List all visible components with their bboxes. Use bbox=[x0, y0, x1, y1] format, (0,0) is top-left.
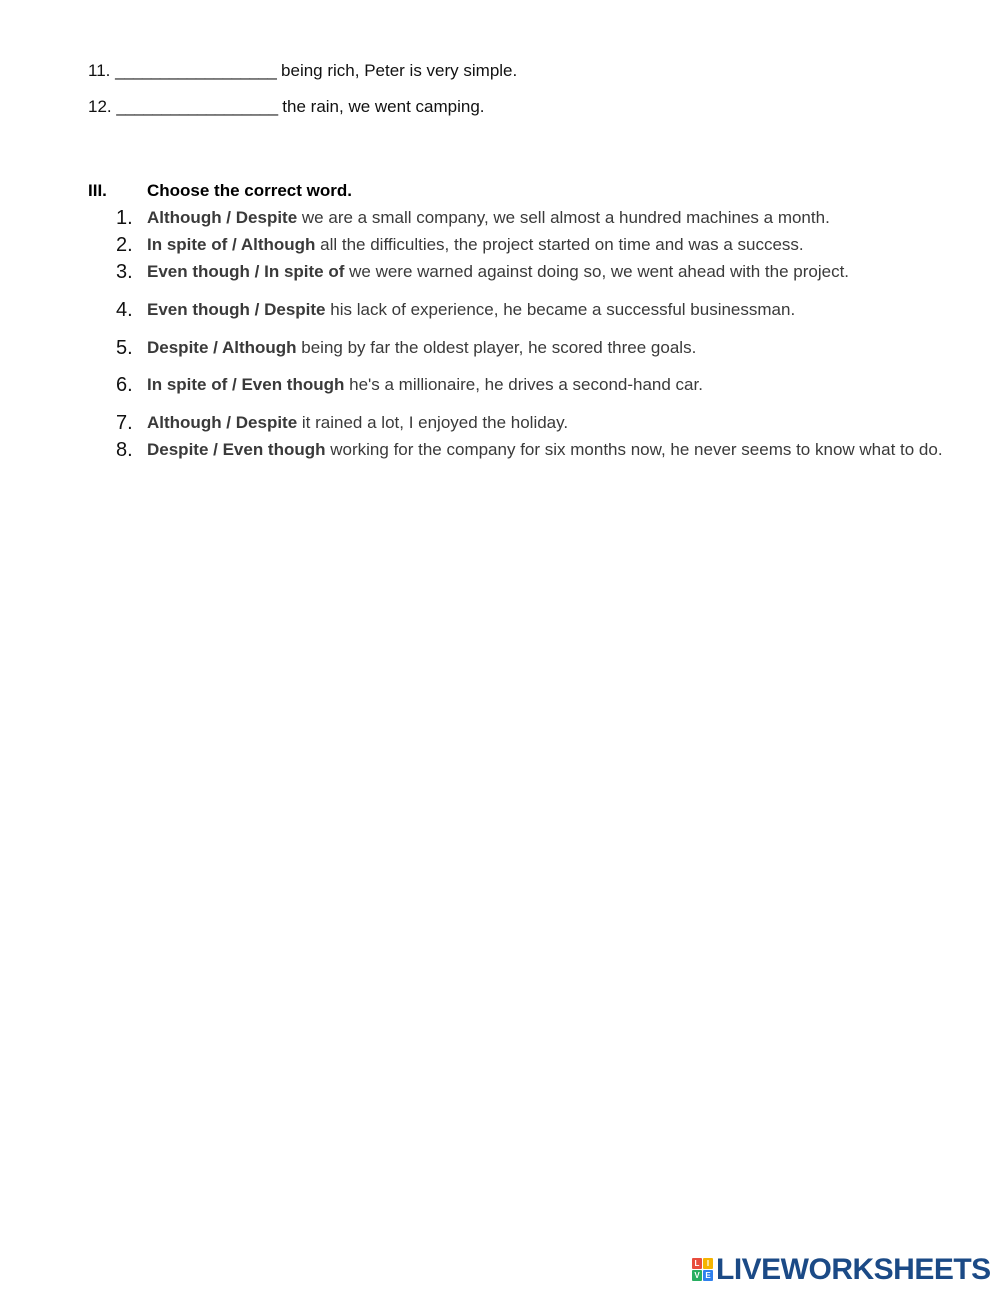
fill-in-item-11 bbox=[88, 61, 517, 81]
logo-text: LIVEWORKSHEETS bbox=[716, 1253, 991, 1286]
question-5 bbox=[116, 336, 946, 360]
question-number: 5. bbox=[116, 337, 133, 359]
word-choice[interactable]: In spite of / Although bbox=[147, 235, 316, 254]
answer-blank[interactable]: __________________ bbox=[115, 61, 277, 80]
question-text: all the difficulties, the project started on time and was a success. bbox=[320, 235, 804, 254]
question-6 bbox=[116, 373, 946, 397]
word-choice[interactable]: Although / Despite bbox=[147, 413, 298, 432]
question-text: we are a small company, we sell almost a hundred machines a month. bbox=[301, 208, 830, 227]
question-number: 8. bbox=[116, 439, 133, 461]
question-text: we were warned against doing so, we went ahead with the project. bbox=[349, 262, 850, 281]
item-number: 11. bbox=[88, 61, 111, 80]
question-number: 1. bbox=[116, 207, 133, 229]
question-number: 3. bbox=[116, 261, 133, 283]
logo-letter-e: E bbox=[703, 1270, 713, 1281]
liveworksheets-logo bbox=[692, 1254, 991, 1286]
word-choice[interactable]: Even though / In spite of bbox=[147, 262, 345, 281]
answer-blank[interactable]: __________________ bbox=[116, 97, 278, 116]
item-text: being rich, Peter is very simple. bbox=[281, 61, 518, 80]
logo-letter-i: I bbox=[703, 1258, 713, 1269]
word-choice[interactable]: Even though / Despite bbox=[147, 300, 326, 319]
question-text: his lack of experience, he became a successful businessman. bbox=[330, 300, 796, 319]
logo-letter-v: V bbox=[692, 1270, 702, 1281]
question-number: 4. bbox=[116, 299, 133, 321]
question-number: 2. bbox=[116, 234, 133, 256]
word-choice[interactable]: Despite / Although bbox=[147, 338, 297, 357]
question-text: working for the company for six months now, he never seems to know what to do. bbox=[330, 440, 943, 459]
question-number: 7. bbox=[116, 412, 133, 434]
question-number: 6. bbox=[116, 374, 133, 396]
question-text: being by far the oldest player, he scored three goals. bbox=[301, 338, 697, 357]
section-title: Choose the correct word. bbox=[147, 181, 352, 200]
word-choice[interactable]: In spite of / Even though bbox=[147, 375, 345, 394]
word-choice[interactable]: Although / Despite bbox=[147, 208, 298, 227]
question-3 bbox=[116, 260, 946, 284]
question-text: it rained a lot, I enjoyed the holiday. bbox=[301, 413, 569, 432]
question-4 bbox=[116, 298, 946, 322]
question-text: he's a millionaire, he drives a second-hand car. bbox=[349, 375, 703, 394]
question-8 bbox=[116, 438, 946, 462]
fill-in-item-12 bbox=[88, 97, 485, 117]
logo-mark-icon bbox=[692, 1258, 714, 1282]
section-heading bbox=[88, 181, 352, 201]
section-number: III. bbox=[88, 181, 107, 200]
question-7 bbox=[116, 411, 946, 435]
word-choice[interactable]: Despite / Even though bbox=[147, 440, 326, 459]
item-text: the rain, we went camping. bbox=[282, 97, 485, 116]
item-number: 12. bbox=[88, 97, 112, 116]
logo-letter-l: L bbox=[692, 1258, 702, 1269]
question-1 bbox=[116, 206, 946, 230]
question-2 bbox=[116, 233, 946, 257]
